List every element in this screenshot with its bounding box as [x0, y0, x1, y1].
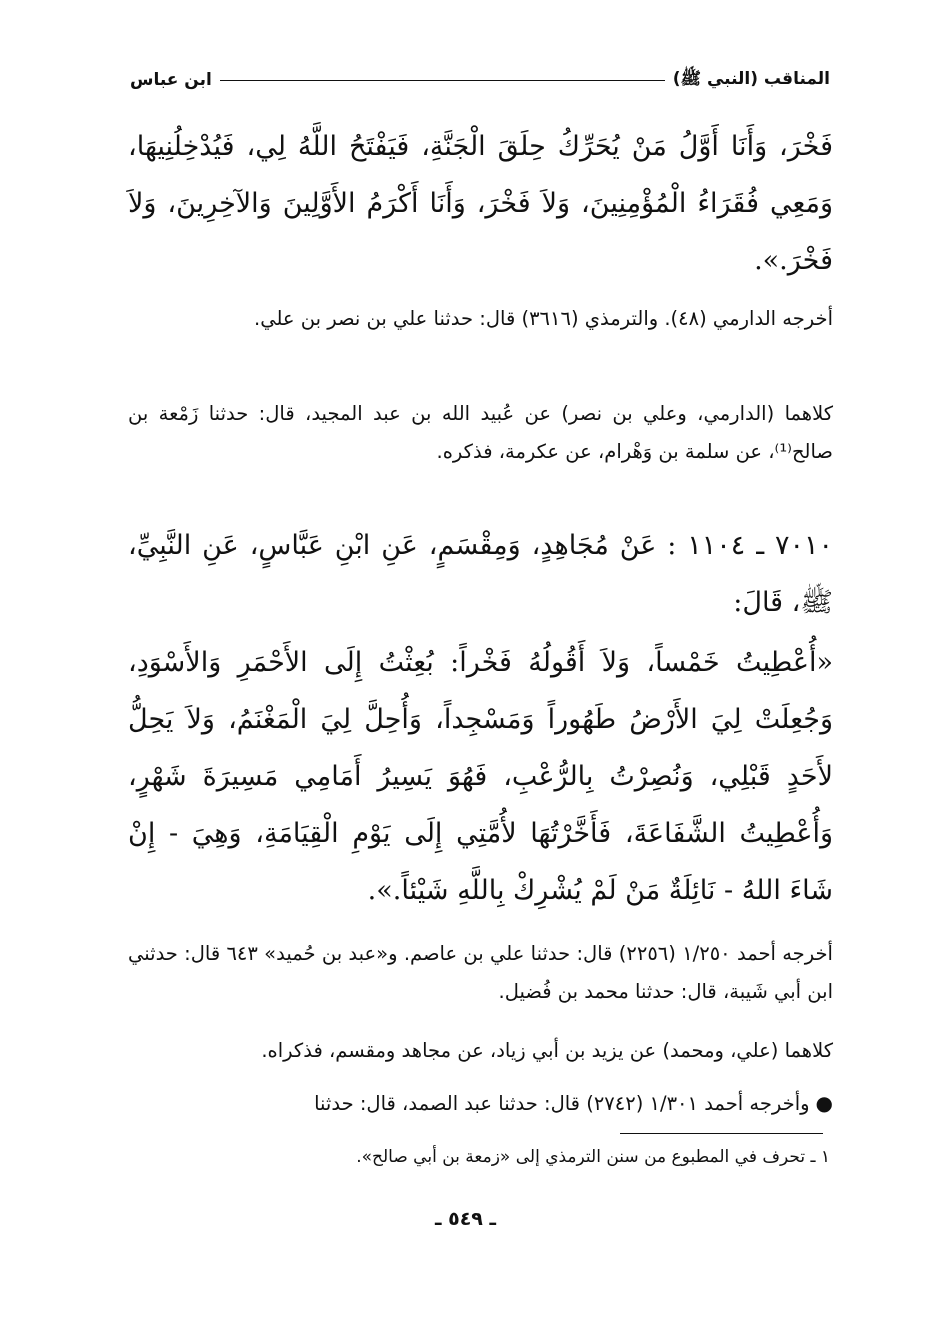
hadith-matn: «أُعْطِيتُ خَمْساً، وَلاَ أَقُولُهُ فَخْراً: بُعِثْتُ إِلَى الأَحْمَرِ وَالأَسْوَدِ، وَجُعِلَتْ لِيَ الأَرْضُ طَهُوراً وَمَسْجِداً، وَأُحِلَّ لِيَ الْمَغْنَمُ، وَلاَ يَحِلُّ لأَحَدٍ قَبْلِي، وَنُصِرْتُ بِالرُّعْبِ، فَهُوَ يَسِيرُ أَمَامِي مَسِيرَةَ شَهْرٍ، وَأُعْطِيتُ الشَّفَاعَةَ، فَأَخَّرْتُهَا لأُمَّتِي إِلَى يَوْمِ الْقِيَامَةِ، وَهِيَ - إِنْ شَاءَ اللهُ - نَائِلَةٌ مَنْ لَمْ يُشْرِكْ بِاللَّهِ شَيْئاً.». — [128, 647, 833, 906]
running-header — [130, 66, 830, 94]
header-narrator-title: ابن عباس — [130, 70, 212, 90]
hadith-number: ٧٠١٠ ـ ١١٠٤ — [687, 530, 834, 561]
takhrij-paragraph-3: أخرجه أحمد ١/٢٥٠ (٢٢٥٦) قال: حدثنا علي بن عاصم. و«عبد بن حُميد» ٦٤٣ قال: حدثني ابن أبي شَيبة، قال: حدثنا محمد بن فُضيل. — [128, 942, 833, 1003]
header-chapter-title: المناقب (النبي ﷺ) — [672, 68, 830, 89]
header-rule — [220, 80, 665, 81]
page-number: ـ ٥٤٩ ـ — [434, 1208, 496, 1230]
takhrij-paragraph-4: كلاهما (علي، ومحمد) عن يزيد بن أبي زياد، عن مجاهد ومقسم، فذكراه. — [261, 1039, 833, 1062]
takhrij-paragraph-5 — [128, 1084, 833, 1123]
footnote-separator — [620, 1133, 823, 1134]
takhrij-paragraph-2: كلاهما (الدارمي، وعلي بن نصر) عن عُبيد الله بن عبد المجيد، قال: حدثنا زَمْعة بن صالح⁽¹⁾، عن سلمة بن وَهْرام، عن عكرمة، فذكره. — [128, 402, 833, 463]
takhrij-paragraph-5-text: وأخرجه أحمد ١/٣٠١ (٢٧٤٢) قال: حدثنا عبد الصمد، قال: حدثنا — [314, 1092, 810, 1115]
takhrij-paragraph-1: أخرجه الدارمي (٤٨). والترمذي (٣٦١٦) قال: حدثنا علي بن نصر بن علي. — [254, 307, 833, 330]
hadith-isnad: : عَنْ مُجَاهِدٍ، وَمِقْسَمٍ، عَنِ ابْنِ عَبَّاسٍ، عَنِ النَّبِيِّ، ﷺ، قَالَ: — [128, 530, 833, 618]
hadith-entry — [128, 517, 833, 631]
footnote: ١ ـ تحرف في المطبوع من سنن الترمذي إلى «زمعة بن أبي صالح». — [356, 1147, 830, 1167]
hadith-continuation: فَخْرَ، وَأَنَا أَوَّلُ مَنْ يُحَرِّكُ حِلَقَ الْجَنَّةِ، فَيَفْتَحُ اللَّهُ لِي، فَيُدْخِلُنِيهَا، وَمَعِي فُقَرَاءُ الْمُؤْمِنِينَ، وَلاَ فَخْرَ، وَأَنَا أَكْرَمُ الأَوَّلِينَ وَالآخِرِينَ، وَلاَ فَخْرَ.». — [128, 131, 833, 276]
bullet-icon: ● — [815, 1091, 833, 1115]
